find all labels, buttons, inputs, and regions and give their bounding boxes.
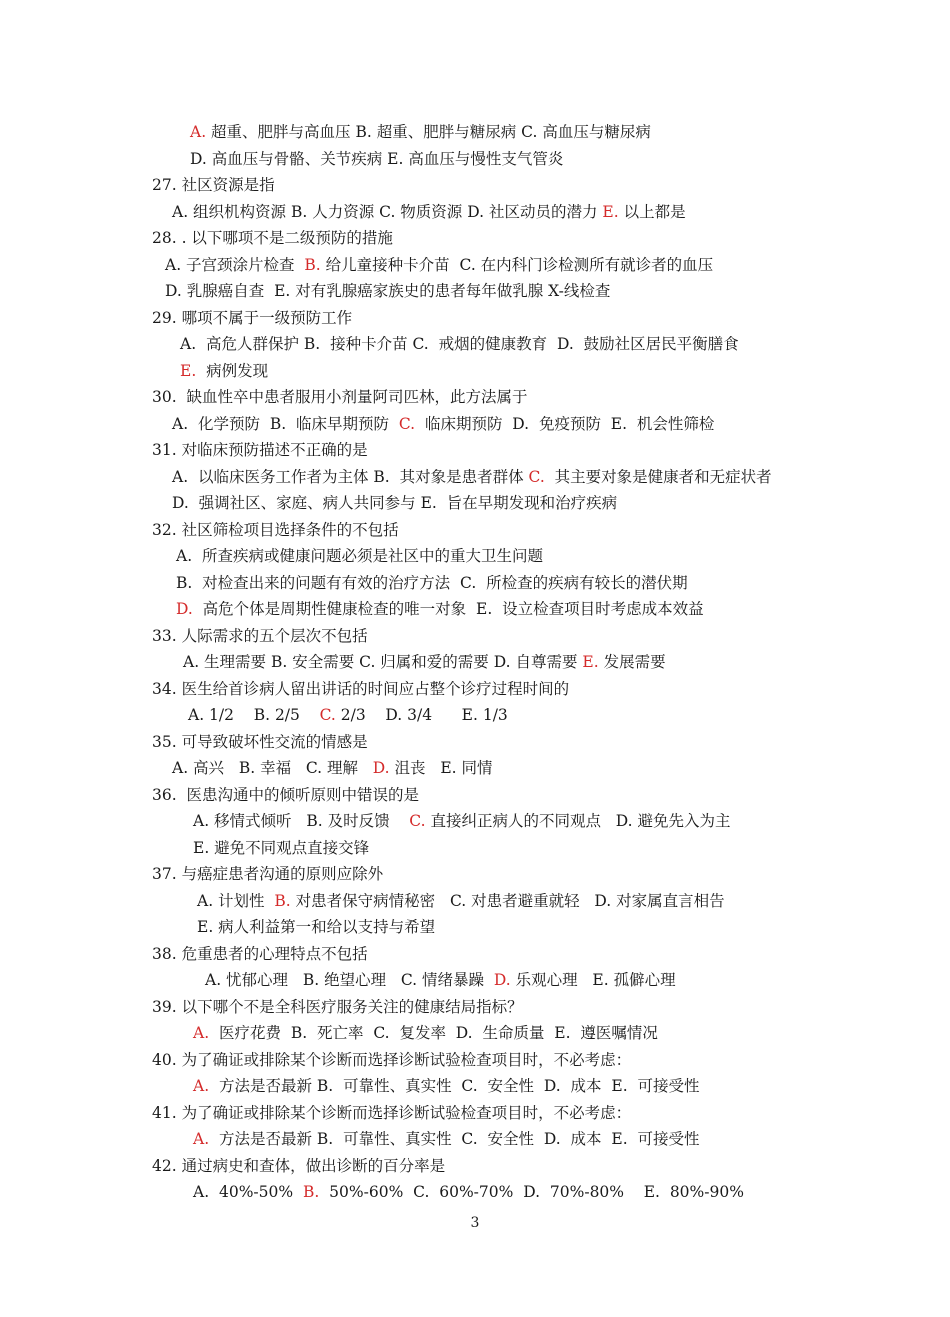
text-line	[176, 573, 688, 593]
line-text: 33. 人际需求的五个层次不包括	[152, 626, 368, 645]
line-text: A. 以临床医务工作者为主体 B. 其对象是患者群体	[172, 467, 529, 486]
text-line	[152, 520, 399, 540]
line-text: 直接纠正病人的不同观点 D. 避免先入为主	[425, 812, 731, 830]
line-text: 37. 与癌症患者沟通的原则应除外	[152, 865, 384, 883]
line-text: 方法是否最新 B. 可靠性、真实性 C. 安全性 D. 成本 E. 可接受性	[209, 1077, 700, 1095]
text-line	[197, 891, 725, 911]
line-text: 高危个体是周期性健康检查的唯一对象 E. 设立检查项目时考虑成本效益	[192, 600, 704, 618]
line-text: A. 子宫颈涂片检查	[165, 255, 305, 274]
line-text: A. 计划性	[197, 891, 275, 910]
text-line	[152, 1156, 445, 1176]
correct-answer-marker: C.	[409, 812, 426, 830]
line-text: 医疗花费 B. 死亡率 C. 复发率 D. 生命质量 E. 遵医嘱情况	[209, 1024, 658, 1042]
correct-answer-marker: C.	[398, 414, 416, 433]
line-text: 41. 为了确证或排除某个诊断而选择诊断试验检查项目时，不必考虑：	[152, 1103, 632, 1122]
text-line	[197, 917, 435, 937]
text-line	[152, 944, 368, 964]
line-text: A. 高危人群保护 B. 接种卡介苗 C. 戒烟的健康教育 D. 鼓励社区居民平衡膳食	[180, 335, 739, 353]
text-line	[193, 1076, 699, 1096]
line-text: A. 生理需要 B. 安全需要 C. 归属和爱的需要 D. 自尊需要	[183, 653, 583, 671]
text-line	[180, 361, 268, 381]
line-text: A. 1/2 B. 2/5	[188, 706, 320, 724]
text-line	[152, 228, 393, 248]
correct-answer-marker: E.	[582, 653, 599, 671]
text-line	[180, 334, 739, 354]
text-line	[193, 1129, 699, 1149]
line-text: 临床期预防 D. 免疫预防 E. 机会性筛检	[415, 414, 715, 433]
correct-answer-marker: A.	[190, 123, 207, 141]
line-text: 30. 缺血性卒中患者服用小剂量阿司匹林，此方法属于	[152, 388, 528, 406]
correct-answer-marker: A.	[193, 1024, 210, 1042]
text-line	[172, 414, 714, 434]
line-text: 发展需要	[598, 653, 666, 671]
correct-answer-marker: B.	[302, 1183, 320, 1201]
line-text: D. 强调社区、家庭、病人共同参与 E. 旨在早期发现和治疗疾病	[172, 494, 618, 512]
correct-answer-marker: B.	[274, 891, 291, 910]
text-line	[152, 440, 368, 460]
line-text: E. 病人利益第一和给以支持与希望	[197, 918, 436, 936]
text-line	[190, 122, 651, 142]
line-text: E. 避免不同观点直接交锋	[193, 838, 370, 857]
correct-answer-marker: E.	[602, 202, 619, 221]
text-line	[172, 202, 686, 222]
correct-answer-marker: D.	[493, 971, 511, 989]
line-text: 沮丧 E. 同情	[389, 759, 493, 777]
page-number: 3	[470, 1215, 480, 1231]
text-line	[152, 1103, 631, 1123]
correct-answer-marker: D.	[176, 600, 193, 618]
line-text: 28. . 以下哪项不是二级预防的措施	[152, 229, 393, 247]
text-line	[205, 970, 676, 990]
line-text: A. 组织机构资源 B. 人力资源 C. 物质资源 D. 社区动员的潜力	[172, 202, 603, 221]
line-text: 29. 哪项不属于一级预防工作	[152, 308, 353, 327]
line-text: 35. 可导致破坏性交流的情感是	[152, 732, 368, 751]
line-text: 39. 以下哪个不是全科医疗服务关注的健康结局指标？	[152, 997, 523, 1016]
text-line	[152, 864, 383, 884]
correct-answer-marker: C.	[319, 706, 336, 724]
correct-answer-marker: E.	[180, 361, 197, 380]
text-line	[152, 308, 352, 328]
text-line	[193, 838, 369, 858]
line-text: A. 忧郁心理 B. 绝望心理 C. 情绪暴躁	[205, 971, 494, 989]
line-text: 对患者保守病情秘密 C. 对患者避重就轻 D. 对家属直言相告	[290, 891, 725, 910]
line-text: A. 移情式倾听 B. 及时反馈	[193, 812, 410, 830]
text-line	[172, 758, 493, 778]
line-text: D. 高血压与骨骼、关节疾病 E. 高血压与慢性支气管炎	[190, 149, 564, 168]
text-line	[190, 149, 563, 169]
text-line	[193, 1023, 658, 1043]
correct-answer-marker: A.	[193, 1130, 210, 1148]
line-text: 34. 医生给首诊病人留出讲话的时间应占整个诊疗过程时间的	[152, 679, 570, 698]
line-text: A. 高兴 B. 幸福 C. 理解	[172, 759, 373, 777]
line-text: 其主要对象是健康者和无症状者	[544, 467, 772, 486]
line-text: 40. 为了确证或排除某个诊断而选择诊断试验检查项目时，不必考虑：	[152, 1050, 632, 1069]
line-text: 超重、肥胖与高血压 B. 超重、肥胖与糖尿病 C. 高血压与糖尿病	[206, 123, 651, 141]
line-text: 32. 社区筛检项目选择条件的不包括	[152, 520, 399, 539]
text-line	[176, 546, 543, 566]
correct-answer-marker: C.	[528, 467, 545, 486]
line-text: 病例发现	[196, 361, 269, 380]
text-line	[165, 255, 713, 275]
text-line	[152, 732, 368, 752]
line-text: 50%-60% C. 60%-70% D. 70%-80% E. 80%-90%	[319, 1183, 744, 1201]
line-text: A. 所查疾病或健康问题必须是社区中的重大卫生问题	[176, 547, 543, 565]
text-line	[188, 705, 508, 725]
correct-answer-marker: B.	[304, 255, 321, 274]
text-line	[152, 679, 569, 699]
text-line	[172, 467, 772, 487]
text-line	[193, 1182, 744, 1202]
text-line	[176, 599, 704, 619]
line-text: 乐观心理 E. 孤僻心理	[510, 971, 676, 989]
text-line	[152, 785, 419, 805]
text-line	[152, 997, 523, 1017]
line-text: 2/3 D. 3/4 E. 1/3	[335, 706, 508, 724]
line-text: D. 乳腺癌自查 E. 对有乳腺癌家族史的患者每年做乳腺 X-线检查	[165, 282, 611, 300]
line-text: 38. 危重患者的心理特点不包括	[152, 944, 368, 963]
text-line	[152, 175, 275, 195]
line-text: B. 对检查出来的问题有有效的治疗方法 C. 所检查的疾病有较长的潜伏期	[176, 573, 688, 592]
correct-answer-marker: D.	[372, 759, 390, 777]
line-text: 36. 医患沟通中的倾听原则中错误的是	[152, 785, 420, 804]
text-line	[152, 1050, 631, 1070]
text-line	[165, 281, 610, 301]
line-text: 方法是否最新 B. 可靠性、真实性 C. 安全性 D. 成本 E. 可接受性	[209, 1130, 700, 1148]
correct-answer-marker: A.	[193, 1077, 210, 1095]
text-line	[152, 387, 528, 407]
text-line	[183, 652, 666, 672]
text-line	[193, 811, 730, 831]
text-line	[172, 493, 617, 513]
line-text: A. 化学预防 B. 临床早期预防	[172, 414, 399, 433]
line-text: 27. 社区资源是指	[152, 176, 275, 194]
line-text: A. 40%-50%	[193, 1183, 303, 1201]
line-text: 31. 对临床预防描述不正确的是	[152, 441, 368, 459]
line-text: 以上都是	[618, 202, 686, 221]
line-text: 42. 通过病史和查体，做出诊断的百分率是	[152, 1156, 446, 1175]
text-line	[152, 626, 368, 646]
line-text: 给儿童接种卡介苗 C. 在内科门诊检测所有就诊者的血压	[320, 255, 714, 274]
